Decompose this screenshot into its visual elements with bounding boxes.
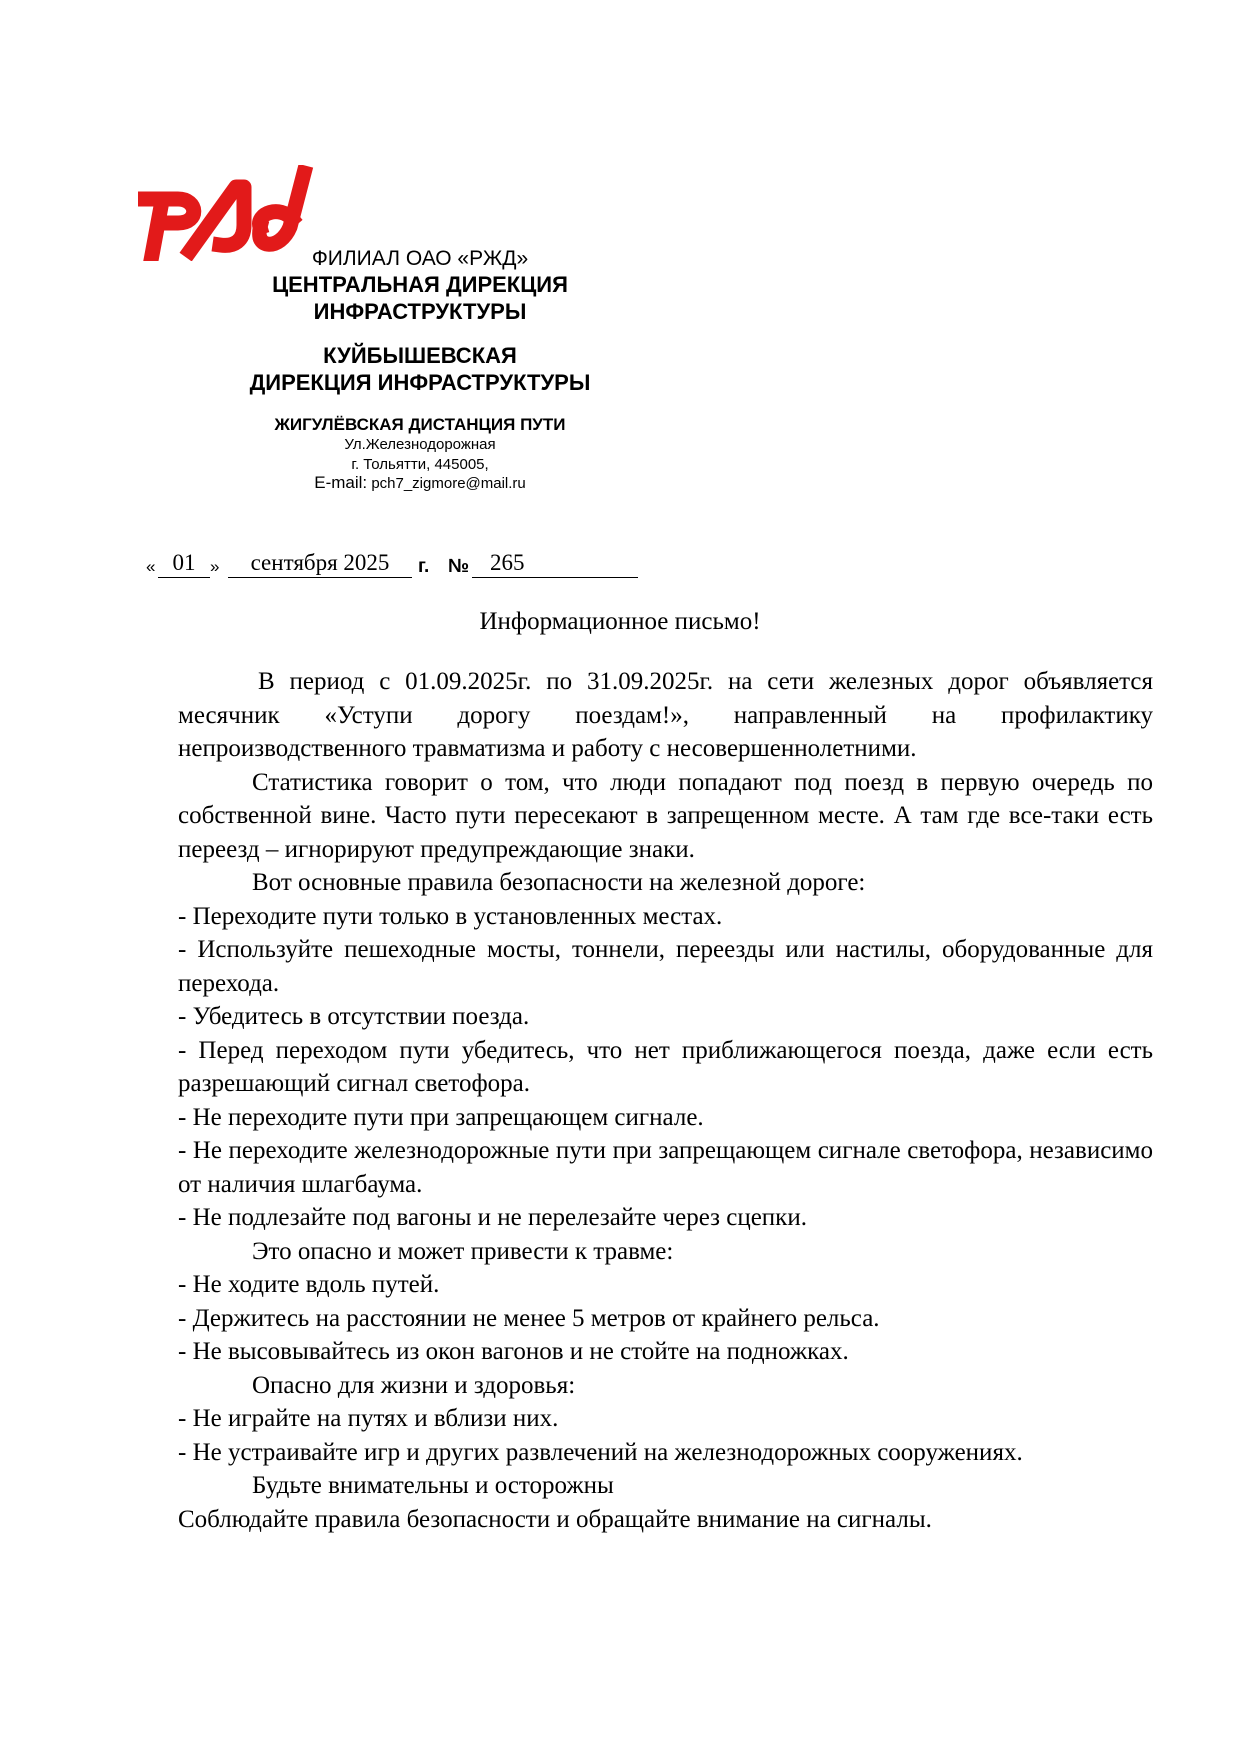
list-item: - Убедитесь в отсутствии поезда. [178,1003,530,1030]
number-sign: № [448,556,470,577]
kuibyshev-directorate-line2: ДИРЕКЦИЯ ИНФРАСТРУКТУРЫ [249,370,591,395]
list-item: - Не играйте на путях и вблизи них. [178,1405,559,1432]
address-city: г. Тольятти, 445005, [351,456,489,473]
letter-title: Информационное письмо! [479,608,761,635]
list-item: - Не переходите пути при запрещающем сигнале. [178,1103,704,1131]
paragraph: Статистика говорит о том, что люди попадают под поезд в первую очередь по собственной вине. Часто пути пересекают в запрещенном месте. А там где все-таки есть переезд – игнорируют предупреждающие знаки. [178,768,1153,863]
date-day: 01 [158,549,210,578]
paragraph: Соблюдайте правила безопасности и обращайте внимание на сигналы. [178,1505,932,1533]
email-line [200,473,640,494]
paragraph: Вот основные правила безопасности на железной дороге: [252,869,866,896]
kuibyshev-directorate-line1: КУЙБЫШЕВСКАЯ [323,343,517,368]
list-item: - Держитесь на расстоянии не менее 5 метров от крайнего рельса. [178,1304,880,1332]
paragraph: Будьте внимательны и осторожны [252,1472,614,1499]
open-quote: « [146,557,156,576]
list-item: - Используйте пешеходные мосты, тоннели, переезды или настилы, оборудованные для перехода. [178,936,1153,997]
date-month-year: сентября 2025 [228,549,412,578]
address-street: Ул.Железнодорожная [344,436,496,453]
central-directorate [200,271,640,325]
address [200,435,640,475]
list-item: - Не ходите вдоль путей. [178,1271,440,1298]
paragraph: В период с 01.09.2025г. по 31.09.2025г. на сети железных дорог объявляется месячник «Уступи дорогу поездам!», направленный на профилактику непроизводственного травматизма и работу с несовершеннолетними. [178,668,1153,762]
central-directorate-line1: ЦЕНТРАЛЬНАЯ ДИРЕКЦИЯ [272,272,568,297]
close-quote: » [210,557,220,576]
list-item: - Не переходите железнодорожные пути при запрещающем сигнале светофора, независимо от наличия шлагбаума. [178,1137,1153,1198]
kuibyshev-directorate [200,342,640,396]
email-label: E-mail: [314,473,368,492]
central-directorate-line2: ИНФРАСТРУКТУРЫ [313,299,527,324]
branch-name: ФИЛИАЛ ОАО «РЖД» [311,247,529,270]
track-distance-name: ЖИГУЛЁВСКАЯ ДИСТАНЦИЯ ПУТИ [274,415,566,434]
list-item: - Переходите пути только в установленных местах. [178,902,723,930]
list-item: - Не высовывайтесь из окон вагонов и не стойте на подножках. [178,1338,849,1365]
paragraph: Опасно для жизни и здоровья: [252,1371,576,1399]
document-number: 265 [472,549,638,578]
list-item: - Перед переходом пути убедитесь, что нет приближающегося поезда, даже если есть разрешающий сигнал светофора. [178,1036,1153,1097]
list-item: - Не устраивайте игр и других развлечений на железнодорожных сооружениях. [178,1438,1023,1466]
registration-line [146,544,666,578]
year-abbr: г. [418,556,430,577]
email-address: pch7_zigmore@mail.ru [371,475,526,492]
paragraph: Это опасно и может привести к травме: [252,1237,674,1265]
list-item: - Не подлезайте под вагоны и не перелезайте через сцепки. [178,1204,807,1231]
letter-body [178,665,1153,1536]
